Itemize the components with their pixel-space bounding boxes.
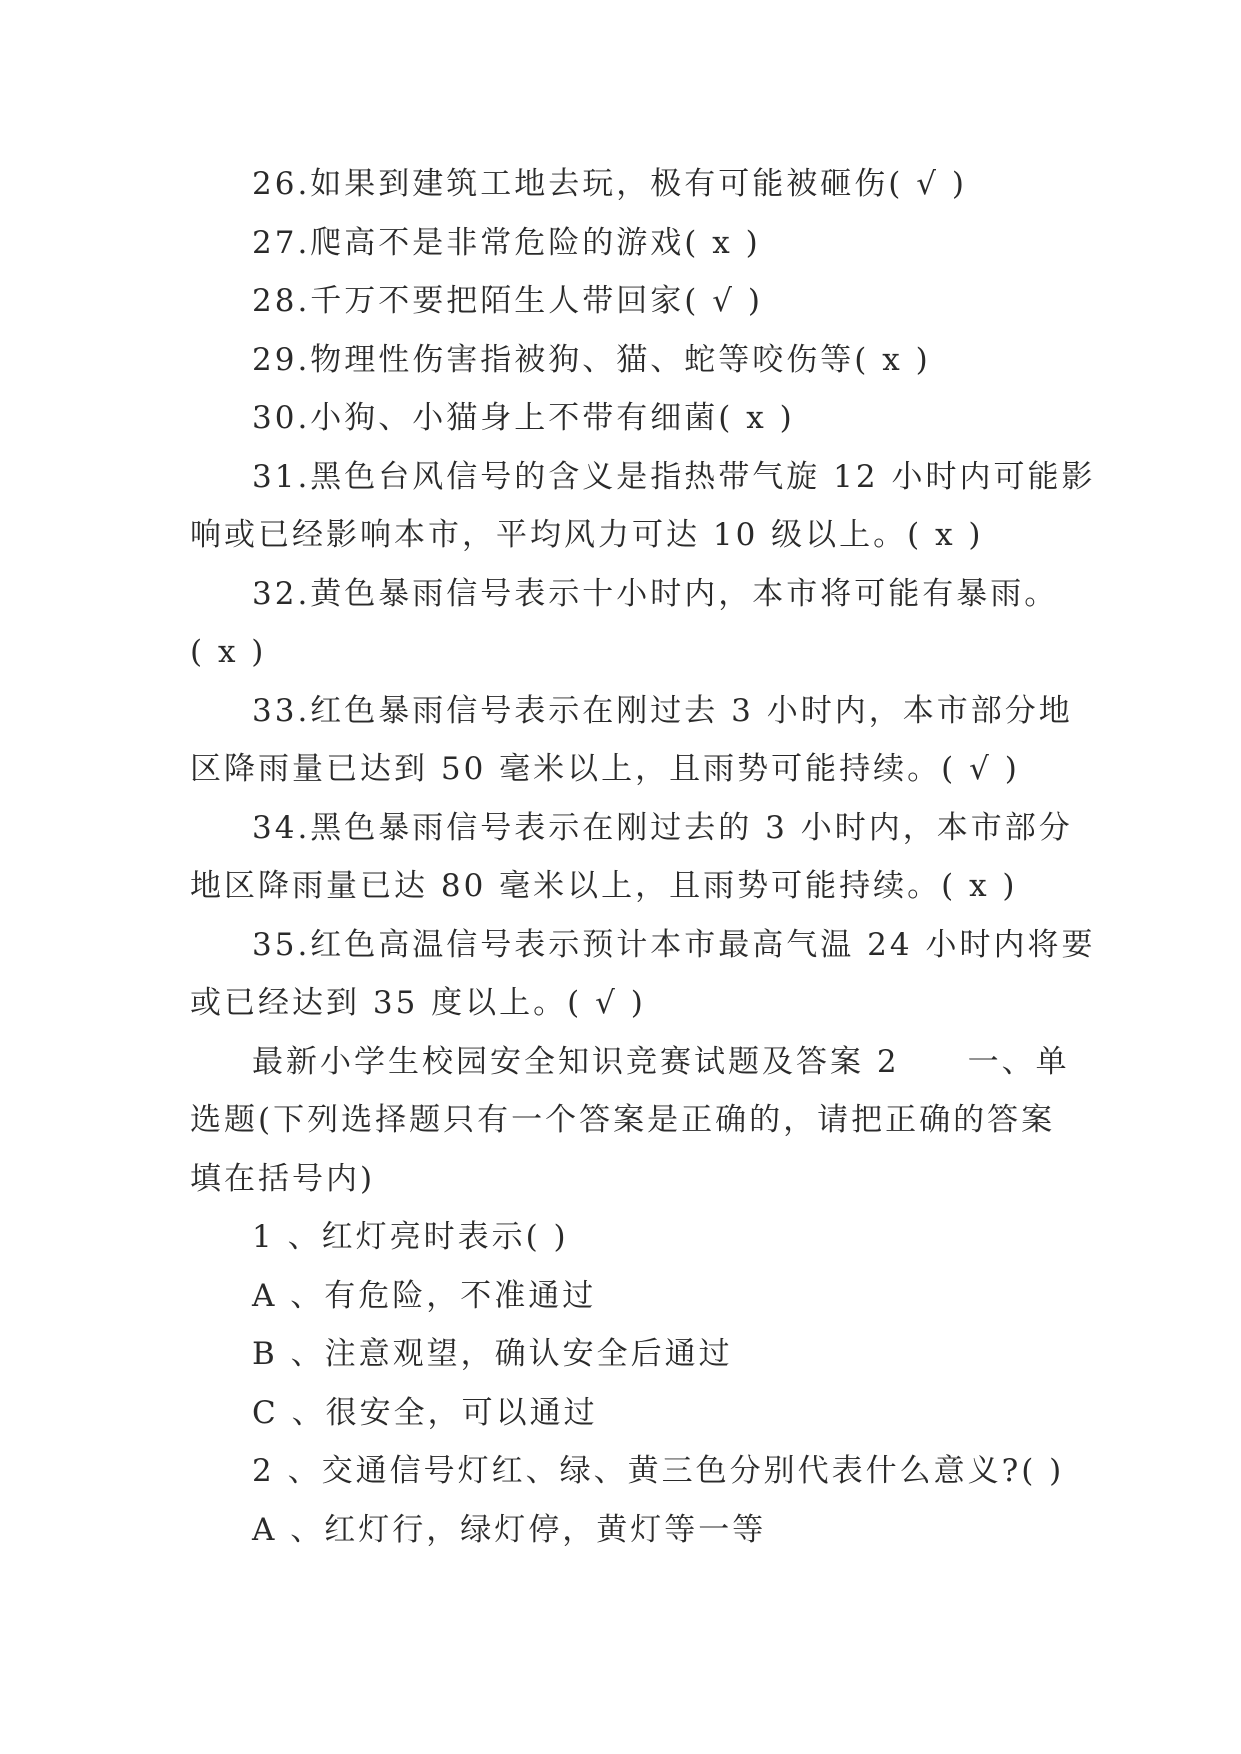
mc-question-1-option-b: B 、注意观望，确认安全后通过 <box>252 1336 733 1372</box>
question-33-line-1: 33.红色暴雨信号表示在刚过去 3 小时内，本市部分地 <box>252 692 1073 729</box>
document-body <box>190 155 1096 1559</box>
question-31-line-1: 31.黑色台风信号的含义是指热带气旋 12 小时内可能影 <box>252 458 1096 495</box>
question-26: 26.如果到建筑工地去玩，极有可能被砸伤( √ ) <box>252 166 967 202</box>
question-29: 29.物理性伤害指被狗、猫、蛇等咬伤等( x ) <box>252 341 931 378</box>
mc-question-2: 2 、交通信号灯红、绿、黄三色分别代表什么意义?( ) <box>252 1453 1065 1489</box>
mc-question-2-option-a: A 、红灯行，绿灯停，黄灯等一等 <box>252 1511 767 1548</box>
question-35-line-1: 35.红色高温信号表示预计本市最高气温 24 小时内将要 <box>252 926 1096 963</box>
question-34-line-1: 34.黑色暴雨信号表示在刚过去的 3 小时内，本市部分 <box>252 809 1073 846</box>
section-heading-line-3: 填在括号内) <box>190 1160 376 1197</box>
mc-question-1-option-a: A 、有危险，不准通过 <box>252 1277 597 1314</box>
question-33-line-2: 区降雨量已达到 50 毫米以上，且雨势可能持续。( √ ) <box>190 751 1020 787</box>
mc-question-1: 1 、红灯亮时表示( ) <box>252 1219 569 1255</box>
question-32-line-2: ( x ) <box>190 634 267 670</box>
section-heading-line-2: 选题(下列选择题只有一个答案是正确的，请把正确的答案 <box>190 1102 1056 1138</box>
question-27: 27.爬高不是非常危险的游戏( x ) <box>252 224 761 261</box>
question-30: 30.小狗、小猫身上不带有细菌( x ) <box>252 400 795 436</box>
section-heading-line-1: 最新小学生校园安全知识竞赛试题及答案 2 一、单 <box>252 1043 1070 1080</box>
question-28: 28.千万不要把陌生人带回家( √ ) <box>252 283 763 319</box>
question-32-line-1: 32.黄色暴雨信号表示十小时内，本市将可能有暴雨。 <box>252 575 1059 612</box>
mc-question-1-option-c: C 、很安全，可以通过 <box>252 1394 598 1431</box>
question-34-line-2: 地区降雨量已达 80 毫米以上，且雨势可能持续。( x ) <box>190 868 1018 904</box>
question-31-line-2: 响或已经影响本市，平均风力可达 10 级以上。( x ) <box>190 517 984 553</box>
question-35-line-2: 或已经达到 35 度以上。( √ ) <box>190 985 646 1021</box>
